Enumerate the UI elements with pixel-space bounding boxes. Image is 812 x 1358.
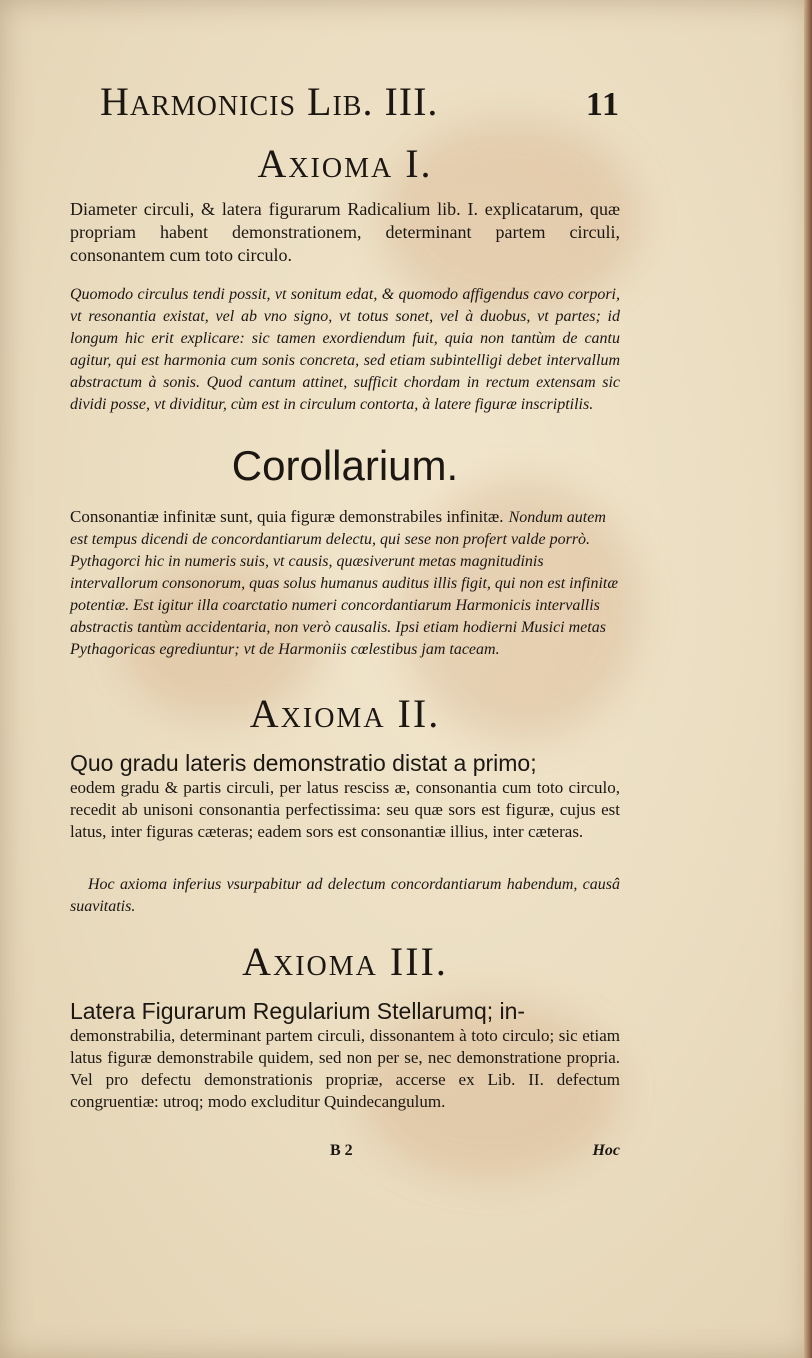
axioma-3-rest: demonstrabilia, determinant partem circuli, dissonantem à toto circulo; sic etiam latus figuræ demonstrabile quidem, sed non per se, nec demonstratione propria. Vel pro defectu demonstrationis propriæ, accerse ex Lib. II. defectum congruentiæ: utroq; modo excluditur Quindecangulum. [70,1026,620,1111]
axioma-2-rest: eodem gradu & partis circuli, per latus resciss æ, consonantia cum toto circulo, recedit ab unisoni consonantia perfectissima: seu quæ sors est figuræ, cujus est latus, inter figuras cæteras; eadem sors est consonantiæ illius, inter cæteras. [70,778,620,841]
axioma-2-lead: Quo gradu lateris demonstratio distat a primo; [70,750,537,776]
corollarium-italic-text: Nondum autem est tempus dicendi de concordantiarum delectu, qui sese non profert valde porrò. Pythagorci hic in numeris suis, vt causis, quæsiverunt metas magnitudinis intervallorum consonorum, quas solus humanus auditus illis figit, qui non est infinitæ potentiæ. Est igitur illa coarctatio numeri concordantiarum Harmonicis intervallis abstractis tantùm accidentaria, non verò causalis. Ipsi etiam hodierni Musici metas Pythagoricas egrediuntur; vt de Harmoniis cœlestibus jam taceam. [70,509,619,658]
axioma-1-heading: Axioma I. [257,141,433,186]
running-head [100,78,620,125]
axioma-3-heading: Axioma III. [242,939,448,984]
running-title: Harmonicis Lib. III. [100,79,439,124]
axioma-1-statement [70,198,620,267]
page-number: 11 [585,86,620,123]
axioma-1-commentary: Quomodo circulus tendi possit, vt sonitum edat, & quomodo affigendus cavo corpori, vt resonantia existat, vel ab vno signo, vt totus sonet, vel à duobus, vt partes; id longum hic erit explicare: sic tamen exordiendum fuit, quia non tantùm de cantu agitur, qui est harmonia cum sonis concreta, sed etiam subintelligi debet intervallum abstractum à sonis. Quod cantum attinet, sufficit chordam in rectum extensam sic dividi posse, vt dividitur, cùm est in circulum contorta, à latere figuræ inscriptilis. [70,286,620,413]
axioma-2-statement [70,750,620,843]
corollarium-heading: Corollarium. [231,442,459,489]
page-footer [330,1142,620,1160]
page-edge [804,0,812,1358]
catchword: Hoc [592,1142,620,1159]
axioma-3-statement [70,998,620,1113]
signature-mark: B 2 [330,1142,353,1159]
axioma-1-statement-text: Diameter circuli, & latera figurarum Radicalium lib. I. explicatarum, quæ propriam habent demonstrationem, determinant partem circuli, consonantem cum toto circulo. [70,199,620,265]
axioma-2-heading: Axioma II. [249,691,441,736]
corollarium-body [70,506,620,661]
axioma-2-commentary: Hoc axioma inferius vsurpabitur ad delectum concordantiarum habendum, causâ suavitatis. [70,876,620,915]
corollarium-roman-text: Consonantiæ infinitæ sunt, quia figuræ demonstrabiles infinitæ. [70,507,504,526]
axioma-3-lead: Latera Figurarum Regularium Stellarumq; in- [70,998,526,1024]
